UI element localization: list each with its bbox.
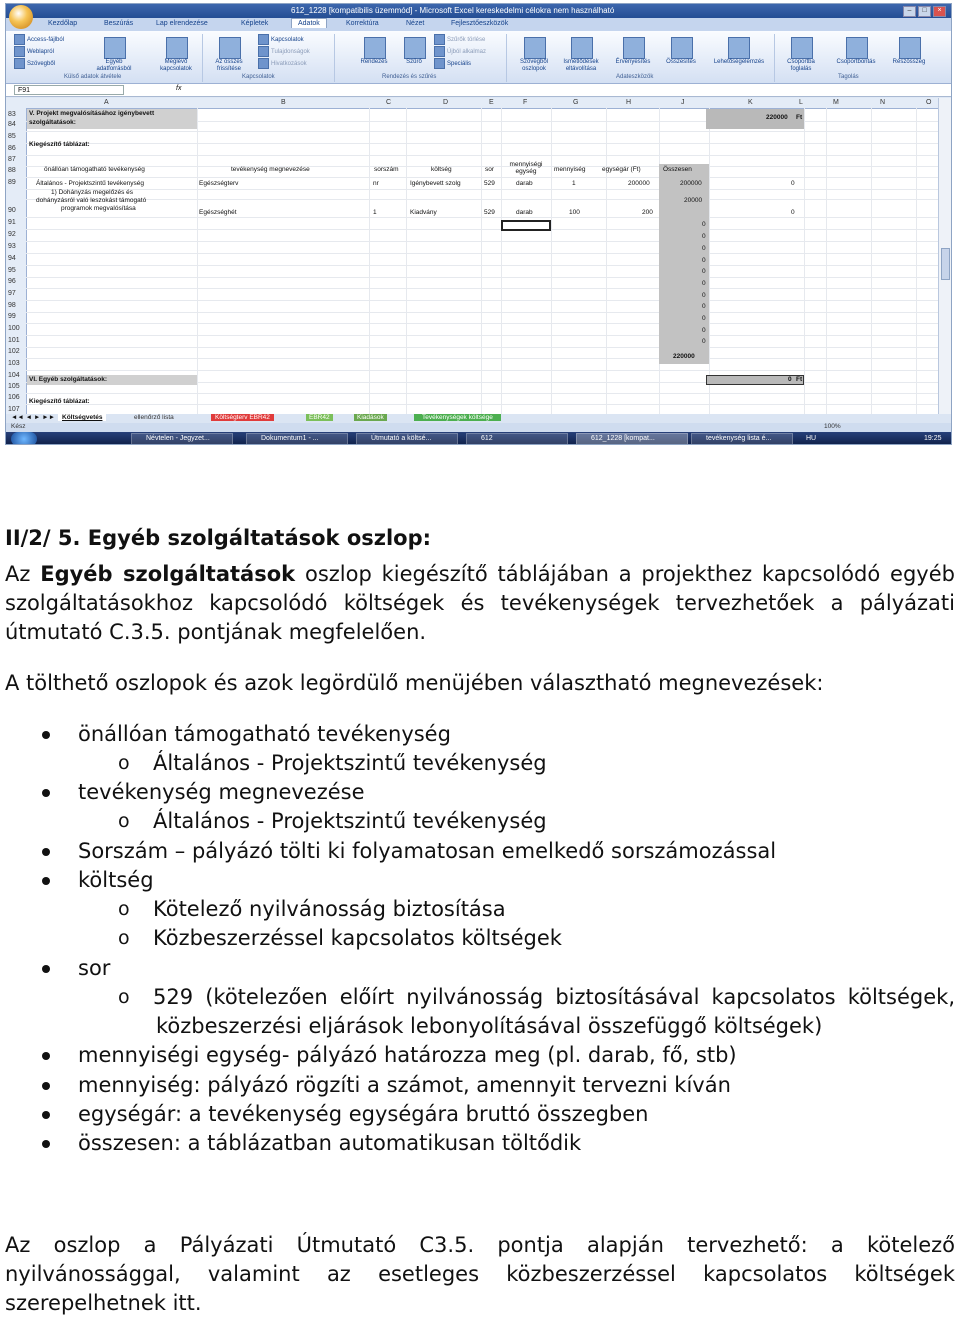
validation-icon[interactable] — [623, 37, 645, 59]
paragraph-line: nyilvánossággal, valamint az esetleges közbeszerzéssel kapcsolatos költségek — [5, 1262, 955, 1286]
section-heading: II/2/ 5. Egyéb szolgáltatások oszlop: — [5, 526, 432, 550]
cell-value: 529 — [484, 180, 495, 187]
list-item: Sorszám – pályázó tölti ki folyamatosan emelkedő sorszámozással — [78, 839, 777, 863]
row-header[interactable]: 90 — [8, 207, 16, 214]
office-button-icon[interactable] — [9, 5, 33, 29]
column-header[interactable]: F — [523, 99, 528, 106]
cell-value: Egészségterv — [199, 180, 239, 187]
cell-value: nr — [373, 180, 379, 187]
row-header[interactable]: 105 — [8, 383, 20, 390]
bullet — [42, 731, 50, 739]
excel-screenshot — [5, 3, 952, 445]
tab-beszuras[interactable]: Beszúrás — [104, 20, 134, 27]
group-label-sort-filter: Rendezés és szűrés — [382, 74, 437, 80]
tab-adatok[interactable]: Adatok — [291, 18, 327, 28]
existing-connections-icon[interactable] — [166, 37, 188, 59]
scroll-thumb[interactable] — [941, 248, 950, 280]
properties-button[interactable]: Tulajdonságok — [258, 46, 310, 57]
taskbar-item-label: Útmutató a költsé... — [371, 435, 432, 442]
subtotal-label: Részösszeg — [892, 59, 926, 65]
cell-label: Ft — [796, 114, 803, 121]
group-label-connections: Kapcsolatok — [242, 74, 275, 80]
total-column-shading — [659, 164, 709, 364]
active-cell[interactable] — [501, 220, 551, 231]
remove-duplicates-label: Ismétlődések eltávolítása — [563, 59, 599, 72]
total-cell — [706, 109, 804, 129]
list-item: mennyiségi egység- pályázó határozza meg (pl. darab, fő, stb) — [78, 1043, 737, 1067]
bullet — [42, 877, 50, 885]
gridline — [709, 108, 710, 414]
cell-label: Kiegészítő táblázat: — [29, 398, 90, 405]
formula-bar — [6, 84, 951, 97]
cell-label: Kiegészítő táblázat: — [29, 141, 90, 148]
column-header-cell: önállóan támogatható tevékenység — [44, 166, 145, 173]
list-sub-item: Kötelező nyilvánosság biztosítása — [153, 897, 506, 921]
column-header[interactable]: B — [281, 99, 286, 106]
tab-lap-elrendezese[interactable]: Lap elrendezése — [156, 20, 208, 27]
sheet-tabs — [6, 414, 951, 423]
links-button[interactable]: Hivatkozások — [258, 58, 307, 69]
cell-value: Egészséghét — [199, 209, 237, 216]
other-sources-label: Egyéb adatforrásból — [96, 59, 132, 72]
text-to-columns-label: Szövegből oszlopok — [519, 59, 549, 72]
filter-icon[interactable] — [404, 37, 426, 59]
vertical-scrollbar[interactable] — [938, 98, 951, 414]
column-header-cell: sorszám — [374, 166, 399, 173]
cell-value: 100 — [569, 209, 580, 216]
what-if-label: Lehetőségelemzés — [713, 59, 765, 65]
fx-icon[interactable]: fx — [176, 85, 182, 92]
group-icon[interactable] — [791, 37, 813, 59]
gridline — [871, 108, 872, 414]
tab-fejlesztoeszkozok[interactable]: Fejlesztőeszközök — [451, 20, 509, 27]
cell-value: 0 — [702, 327, 706, 334]
column-header-cell: költség — [431, 166, 452, 173]
column-header[interactable]: H — [626, 99, 632, 106]
paragraph-line: Az oszlop a Pályázati Útmutató C3.5. pontja alapján tervezhető: a kötelező — [5, 1233, 955, 1257]
connections-button[interactable]: Kapcsolatok — [258, 34, 304, 45]
paragraph-line: szerepelhetnek itt. — [5, 1291, 202, 1315]
bullet — [42, 1111, 50, 1119]
row-header[interactable]: 92 — [8, 231, 16, 238]
row-header[interactable]: 84 — [8, 121, 16, 128]
access-button[interactable]: Access-fájlból — [14, 34, 64, 45]
cell-value: 200 — [642, 209, 653, 216]
column-header[interactable]: C — [386, 99, 392, 106]
maximize-icon[interactable]: □ — [918, 6, 931, 17]
row-header[interactable]: 96 — [8, 278, 16, 285]
paragraph-line: útmutató C.3.5. pontjának megfelelően. — [5, 620, 427, 644]
cell-value: 0 — [791, 180, 795, 187]
column-header[interactable]: J — [681, 99, 685, 106]
cell-value: 220000 — [766, 114, 788, 121]
separator — [202, 34, 203, 82]
what-if-icon[interactable] — [728, 37, 750, 59]
row-header[interactable]: 83 — [8, 111, 16, 118]
gridline — [826, 108, 827, 414]
bullet — [42, 1140, 50, 1148]
properties-icon — [258, 46, 269, 57]
gridline — [551, 108, 552, 414]
row-header[interactable]: 93 — [8, 243, 16, 250]
sub-bullet: o — [118, 752, 130, 774]
row-header[interactable]: 86 — [8, 145, 16, 152]
clock: 19:25 — [924, 435, 942, 442]
clear-filter-icon — [434, 34, 445, 45]
gridline — [197, 108, 198, 414]
cell-value: 0 — [702, 257, 706, 264]
cell-value: 20000 — [684, 197, 703, 204]
access-icon — [14, 34, 25, 45]
row-header[interactable]: 97 — [8, 290, 16, 297]
cell-value: darab — [516, 209, 533, 216]
cell-value: 200000 — [628, 180, 650, 187]
row-header[interactable]: 100 — [8, 325, 20, 332]
list-item: egységár: a tevékenység egységára bruttó összegben — [78, 1102, 649, 1126]
cell-value: Kiadvány — [410, 209, 437, 216]
consolidate-icon[interactable] — [671, 37, 693, 59]
list-sub-item-cont: közbeszerzési eljárások lebonyolításával összefüggő költségek) — [156, 1014, 823, 1038]
cell-value: 0 — [788, 376, 792, 383]
separator — [334, 34, 335, 82]
gridline — [369, 108, 370, 414]
row-header[interactable]: 87 — [8, 156, 16, 163]
cell-label: Ft — [796, 376, 803, 383]
list-sub-item: Közbeszerzéssel kapcsolatos költségek — [153, 926, 562, 950]
sub-bullet: o — [118, 898, 130, 920]
existing-connections-label: Meglévő kapcsolatok — [160, 59, 192, 72]
list-sub-item: 529 (kötelezően előírt nyilvánosság biztosításával kapcsolatos költségek, — [153, 985, 955, 1009]
ungroup-icon[interactable] — [846, 37, 868, 59]
row-header[interactable]: 104 — [8, 372, 20, 379]
cell-label: V. Projekt megvalósításához igénybevett — [29, 110, 155, 117]
paragraph: A tölthető oszlopok és azok legördülő menüjében választható megnevezések: — [5, 671, 824, 695]
filter-label: Szűrő — [406, 59, 422, 65]
bullet — [42, 789, 50, 797]
taskbar — [6, 432, 951, 445]
bullet — [42, 1052, 50, 1060]
web-icon — [14, 46, 25, 57]
subtotal-icon[interactable] — [899, 37, 921, 59]
cell-value: programok megvalósítása — [61, 205, 136, 212]
row-header[interactable]: 103 — [8, 360, 20, 367]
bullet — [42, 848, 50, 856]
column-header[interactable]: E — [489, 99, 494, 106]
column-header[interactable]: A — [104, 99, 109, 106]
column-headers — [6, 98, 941, 109]
paragraph-line: szolgáltatásokhoz kapcsolódó költségek és tevékenységek tervezhetőek a pályázati — [5, 591, 955, 615]
text-run-bold: Egyéb szolgáltatások — [40, 562, 296, 586]
cell-value: 0 — [702, 221, 706, 228]
taskbar-item-label: 612 — [481, 435, 493, 442]
sub-bullet: o — [118, 810, 130, 832]
cell-value: 0 — [702, 338, 706, 345]
cell-value: 0 — [702, 233, 706, 240]
close-icon[interactable]: × — [933, 6, 946, 17]
sort-label: Rendezés — [360, 59, 388, 65]
list-item: sor — [78, 956, 111, 980]
other-sources-icon[interactable] — [104, 37, 126, 59]
tab-korrektura[interactable]: Korrektúra — [346, 20, 379, 27]
column-header[interactable]: M — [833, 99, 839, 106]
name-box[interactable]: F91 — [14, 85, 124, 95]
cell-value: 0 — [702, 268, 706, 275]
sheet-tab-ebr42[interactable]: EBR42 — [306, 414, 333, 421]
ungroup-label: Csoportbontás — [836, 59, 876, 65]
list-item: összesen: a táblázatban automatikusan töltődik — [78, 1131, 582, 1155]
sheet-tab-koltsegterv[interactable]: Költségterv EBR42 — [211, 414, 274, 421]
column-header[interactable]: D — [443, 99, 449, 106]
column-header-cell: egységár (Ft) — [602, 166, 641, 173]
column-header[interactable]: G — [573, 99, 579, 106]
text-run: Az — [5, 562, 41, 586]
cell-value: 220000 — [673, 353, 695, 360]
column-header-cell: mennyiség — [554, 166, 586, 173]
gridline — [606, 108, 607, 414]
row-header[interactable]: 88 — [8, 167, 16, 174]
sort-icon[interactable] — [364, 37, 386, 59]
group-label-datatools: Adateszközök — [616, 74, 654, 80]
cell-value: 1 — [572, 180, 576, 187]
cell-value: 0 — [702, 280, 706, 287]
cell-value: dohányzásról való leszokást támogató — [36, 197, 147, 204]
reapply-button[interactable]: Újból alkalmaz — [434, 46, 486, 57]
cell-value: darab — [516, 180, 533, 187]
refresh-all-icon[interactable] — [219, 37, 241, 59]
column-header-cell: tevékenység megnevezése — [231, 166, 310, 173]
taskbar-item-label: 612_1228 [kompat... — [591, 435, 655, 442]
links-icon — [258, 58, 269, 69]
cell-value: 0 — [702, 292, 706, 299]
excel-title-bar — [6, 4, 951, 18]
reapply-icon — [434, 46, 445, 57]
web-button[interactable]: Weblapról — [14, 46, 54, 57]
column-header-cell: mennyiségi egység — [509, 161, 543, 175]
text-to-columns-icon[interactable] — [524, 37, 546, 59]
column-header-cell: sor — [485, 166, 495, 173]
row-header[interactable]: 99 — [8, 313, 16, 320]
validation-label: Érvényesítés — [615, 59, 651, 65]
tab-nezet[interactable]: Nézet — [406, 20, 425, 27]
row-header[interactable]: 98 — [8, 302, 16, 309]
tab-kezdolap[interactable]: Kezdőlap — [48, 20, 78, 27]
sheet-tab-kiadasok[interactable]: Kiadások — [354, 414, 387, 421]
windows-start-icon[interactable] — [11, 432, 37, 445]
worksheet-grid[interactable] — [6, 98, 941, 414]
group-label-external: Külső adatok átvétele — [64, 74, 122, 80]
row-header[interactable]: 101 — [8, 337, 20, 344]
separator — [774, 34, 775, 82]
cell-value: 529 — [484, 209, 495, 216]
sheet-tab-koltsegvetes[interactable]: Költségvetés — [58, 414, 106, 421]
gridline — [916, 108, 917, 414]
language-indicator[interactable]: HU — [806, 435, 817, 442]
cell-value: 1) Dohányzás megelőzés és — [51, 189, 134, 196]
column-header-cell: Összesen — [663, 166, 692, 173]
sheet-nav-icon[interactable]: ◄◄ ◄ ► ►► — [11, 414, 56, 421]
text-run: oszlop kiegészítő táblájában a projekthez kapcsolódó egyéb — [295, 562, 955, 586]
row-header[interactable]: 94 — [8, 255, 16, 262]
consolidate-label: Összesítés — [666, 59, 696, 65]
group-label-outline: Tagolás — [838, 74, 859, 80]
ribbon — [6, 31, 951, 84]
advanced-button[interactable]: Speciális — [434, 58, 471, 69]
clear-filter-button[interactable]: Szűrők törlése — [434, 34, 485, 45]
row-header[interactable]: 91 — [8, 219, 16, 226]
window-title: 612_1228 [kompatibilis üzemmód] - Microsoft Excel kereskedelmi célokra nem használható — [291, 6, 615, 15]
tab-kepletek[interactable]: Képletek — [241, 20, 269, 27]
sub-bullet: o — [118, 927, 130, 949]
list-item: mennyiség: pályázó rögzíti a számot, amennyit tervezni kíván — [78, 1073, 731, 1097]
cell-value: 0 — [702, 315, 706, 322]
row-header[interactable]: 102 — [8, 348, 20, 355]
paragraph-line — [5, 560, 955, 589]
taskbar-item-label: Dokumentum1 - ... — [261, 435, 319, 442]
column-header[interactable]: N — [880, 99, 886, 106]
cell-value: 200000 — [680, 180, 702, 187]
taskbar-item-label: Névtelen - Jegyzet... — [146, 435, 210, 442]
status-text: Kész — [11, 423, 26, 430]
ribbon-tabs — [6, 18, 951, 31]
column-header[interactable]: O — [926, 99, 932, 106]
gridline — [804, 108, 805, 414]
bullet — [42, 965, 50, 973]
taskbar-item-label: tevékenység lista é... — [706, 435, 772, 442]
cell-value: 0 — [702, 245, 706, 252]
text-icon — [14, 58, 25, 69]
sub-bullet: o — [118, 986, 130, 1008]
remove-duplicates-icon[interactable] — [571, 37, 593, 59]
column-header[interactable]: K — [748, 99, 753, 106]
cell-value: 0 — [791, 209, 795, 216]
cell-value: Általános - Projektszintű tevékenység — [36, 180, 145, 187]
row-header[interactable]: 85 — [8, 133, 16, 140]
row-header[interactable]: 106 — [8, 394, 20, 401]
gridline — [406, 108, 407, 414]
sheet-tab-ellenorzo[interactable]: ellenőrző lista — [134, 414, 174, 421]
status-bar — [6, 423, 951, 432]
separator — [506, 34, 507, 82]
row-headers — [6, 108, 27, 414]
bullet — [42, 1082, 50, 1090]
cell-value: 0 — [702, 303, 706, 310]
row-header[interactable]: 107 — [8, 406, 20, 413]
row-header[interactable]: 89 — [8, 179, 16, 186]
gridline — [501, 108, 502, 414]
group-label: Csoportba foglalás — [787, 59, 815, 72]
text-button[interactable]: Szövegből — [14, 58, 55, 69]
gridline — [481, 108, 482, 414]
row-header[interactable]: 95 — [8, 267, 16, 274]
cell-label: VI. Egyéb szolgáltatások: — [29, 376, 108, 383]
list-item: önállóan támogatható tevékenység — [78, 722, 451, 746]
list-item: tevékenység megnevezése — [78, 780, 365, 804]
refresh-all-label: Az összes frissítése — [215, 59, 243, 72]
advanced-icon — [434, 58, 445, 69]
list-sub-item: Általános - Projektszintű tevékenység — [153, 751, 547, 775]
cell-value: 1 — [373, 209, 377, 216]
column-header[interactable]: L — [799, 99, 803, 106]
minimize-icon[interactable]: – — [903, 6, 916, 17]
list-sub-item: Általános - Projektszintű tevékenység — [153, 809, 547, 833]
cell-value: Igénybevett szolg — [410, 180, 461, 187]
list-item: költség — [78, 868, 154, 892]
zoom-level[interactable]: 100% — [824, 423, 841, 430]
connections-icon — [258, 34, 269, 45]
sheet-tab-tevekenysegek[interactable]: Tevékenységek költsége — [414, 414, 501, 421]
cell-label: szolgáltatások: — [29, 119, 76, 126]
